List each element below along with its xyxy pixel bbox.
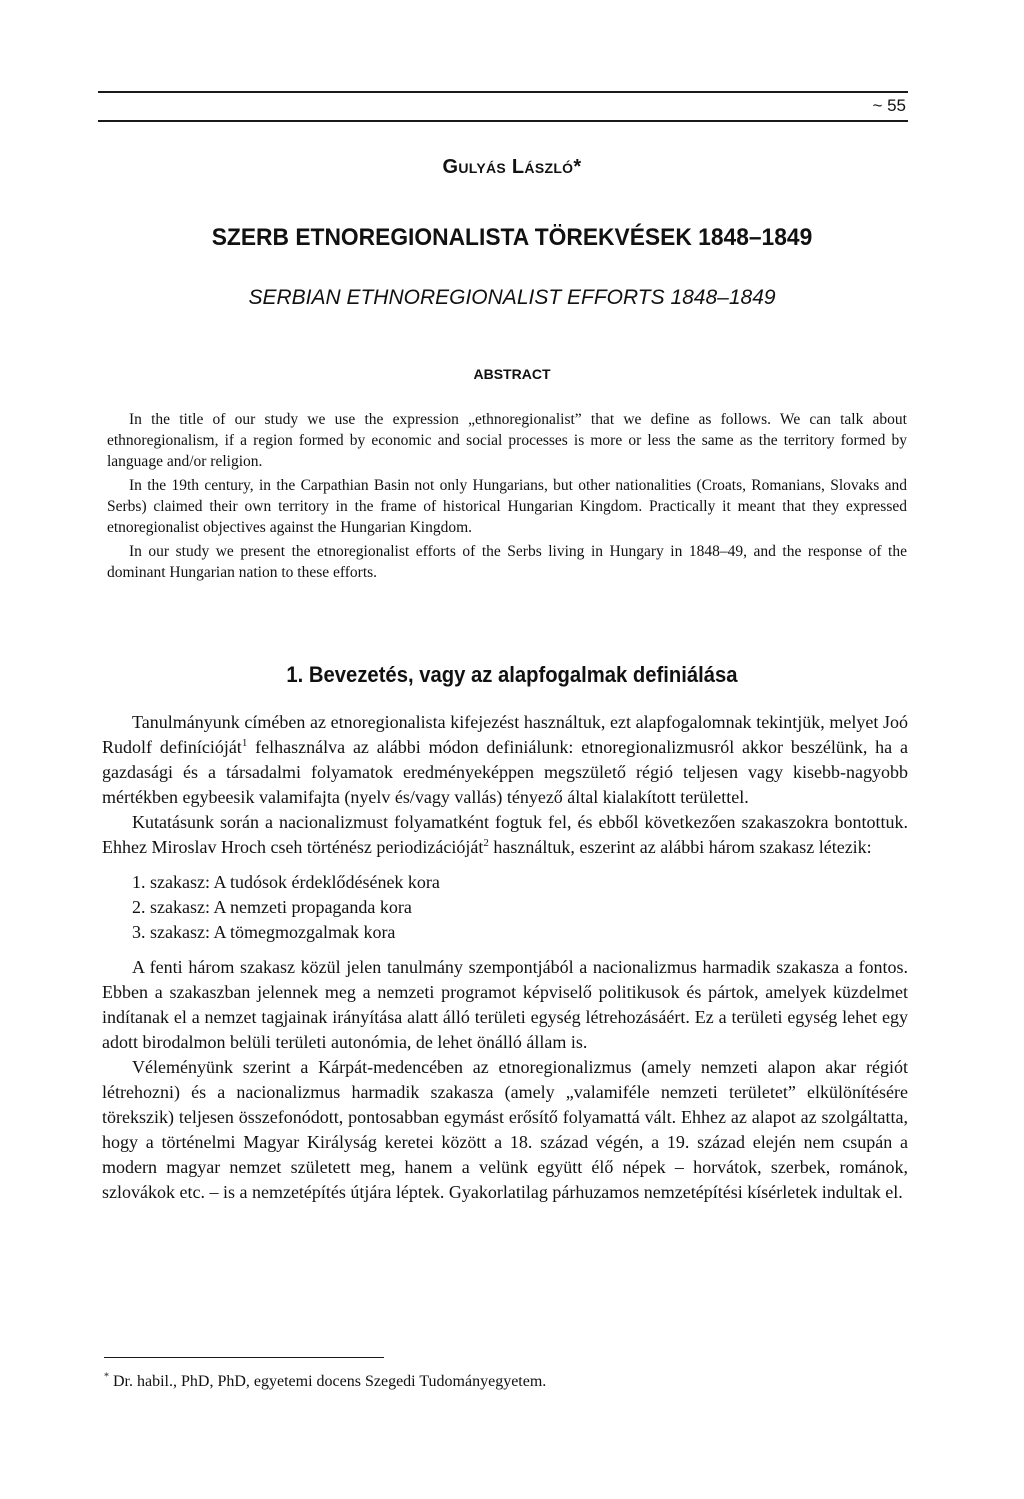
footnote (104, 1372, 904, 1392)
abstract-paragraph: In our study we present the etnoregionalist efforts of the Serbs living in Hungary in 1848–49, and the response of the dominant Hungarian nation to these efforts. (107, 543, 907, 581)
stage-item: 1. szakasz: A tudósok érdeklődésének kora (132, 872, 440, 892)
header-rule-top (98, 91, 908, 93)
body-paragraph-3: A fenti három szakasz közül jelen tanulmány szempontjából a nacionalizmus harmadik szakasza a fontos. Ebben a szakaszban jelennek meg a nemzeti programot képviselő politikusok és pártok, amelyek küzdelmet indítanak el a nemzet tagjainak irányítása alatt álló területi egység létrehozásáért. Ez a területi egység lehet egy adott birodalmon belüli területi autonómia, de lehet önálló állam is. (102, 957, 908, 1052)
footnote-rule (104, 1357, 384, 1358)
footnote-text: Dr. habil., PhD, PhD, egyetemi docens Szegedi Tudományegyetem. (109, 1373, 547, 1390)
author-name: Gulyás László* (442, 156, 582, 178)
stage-list (132, 870, 908, 945)
body-text: felhasználva az alábbi módon definiálunk: etnoregionalizmusról akkor beszélünk, ha a gazdasági és a társadalmi folyamatok eredményeképpen megszülető régió teljesen vagy kisebb-nagyobb mértékben egybeesik valamifajta (nyelv és/vagy vallás) tényező által kialakított területtel. (102, 737, 908, 807)
body-paragraph-2 (102, 810, 908, 860)
footnote-mark: * (104, 1371, 109, 1383)
abstract-paragraph: In the title of our study we use the expression „ethnoregionalist” that we define as follows. We can talk about ethnoregionalism, if a region formed by economic and social processes is more or less the same as the territory formed by language and/or religion. (107, 411, 907, 470)
stage-item: 3. szakasz: A tömegmozgalmak kora (132, 922, 396, 942)
paper-title: SZERB ETNOREGIONALISTA TÖREKVÉSEK 1848–1849 (211, 224, 813, 251)
footnote-ref: 2 (483, 837, 489, 849)
section-body (102, 710, 908, 1205)
body-paragraph-1 (102, 710, 908, 810)
body-paragraph-4: Véleményünk szerint a Kárpát-medencében az etnoregionalizmus (amely nemzeti alapon akar régiót létrehozni) és a nacionalizmus harmadik szakasza (amely „valamiféle nemzeti területet” elkülönítésére törekszik) teljesen összefonódott, pontosabban egymást erősítő folyamattá vált. Ehhez az alapot az szolgáltatta, hogy a történelmi Magyar Királyság keretei között a 18. század végén, a 19. század elején nem csupán a modern magyar nemzet született meg, hanem a velünk együtt élő népek – horvátok, szerbek, románok, szlovákok etc. – is a nemzetépítés útjára léptek. Gyakorlatilag párhuzamos nemzetépítési kísérletek indultak el. (102, 1057, 908, 1202)
paper-subtitle: SERBIAN ETHNOREGIONALIST EFFORTS 1848–1849 (248, 286, 776, 309)
body-text: Tanulmányunk címében az etnoregionalista kifejezést használtuk, ezt alapfogalomnak tekintjük, melyet Joó Rudolf definícióját (102, 712, 908, 757)
stage-item: 2. szakasz: A nemzeti propaganda kora (132, 897, 412, 917)
body-text: használtuk, eszerint az alábbi három szakasz létezik: (488, 837, 872, 857)
abstract-paragraph: In the 19th century, in the Carpathian Basin not only Hungarians, but other nationalities (Croats, Romanians, Slovaks and Serbs) claimed their own territory in the frame of historical Hungarian Kingdom. Practically it meant that they expressed etnoregionalist objectives against the Hungarian Kingdom. (107, 477, 907, 536)
header-rule-bottom (98, 120, 908, 122)
abstract-body (107, 409, 907, 586)
abstract-heading: ABSTRACT (473, 366, 551, 382)
footnote-ref: 1 (241, 737, 248, 749)
section-heading: 1. Bevezetés, vagy az alapfogalmak definiálása (286, 662, 738, 687)
body-text: Kutatásunk során a nacionalizmust folyamatként fogtuk fel, és ebből következően szakaszokra bontottuk. Ehhez Miroslav Hroch cseh történész periodizációját (102, 812, 908, 857)
page-number: ~ 55 (872, 96, 906, 115)
